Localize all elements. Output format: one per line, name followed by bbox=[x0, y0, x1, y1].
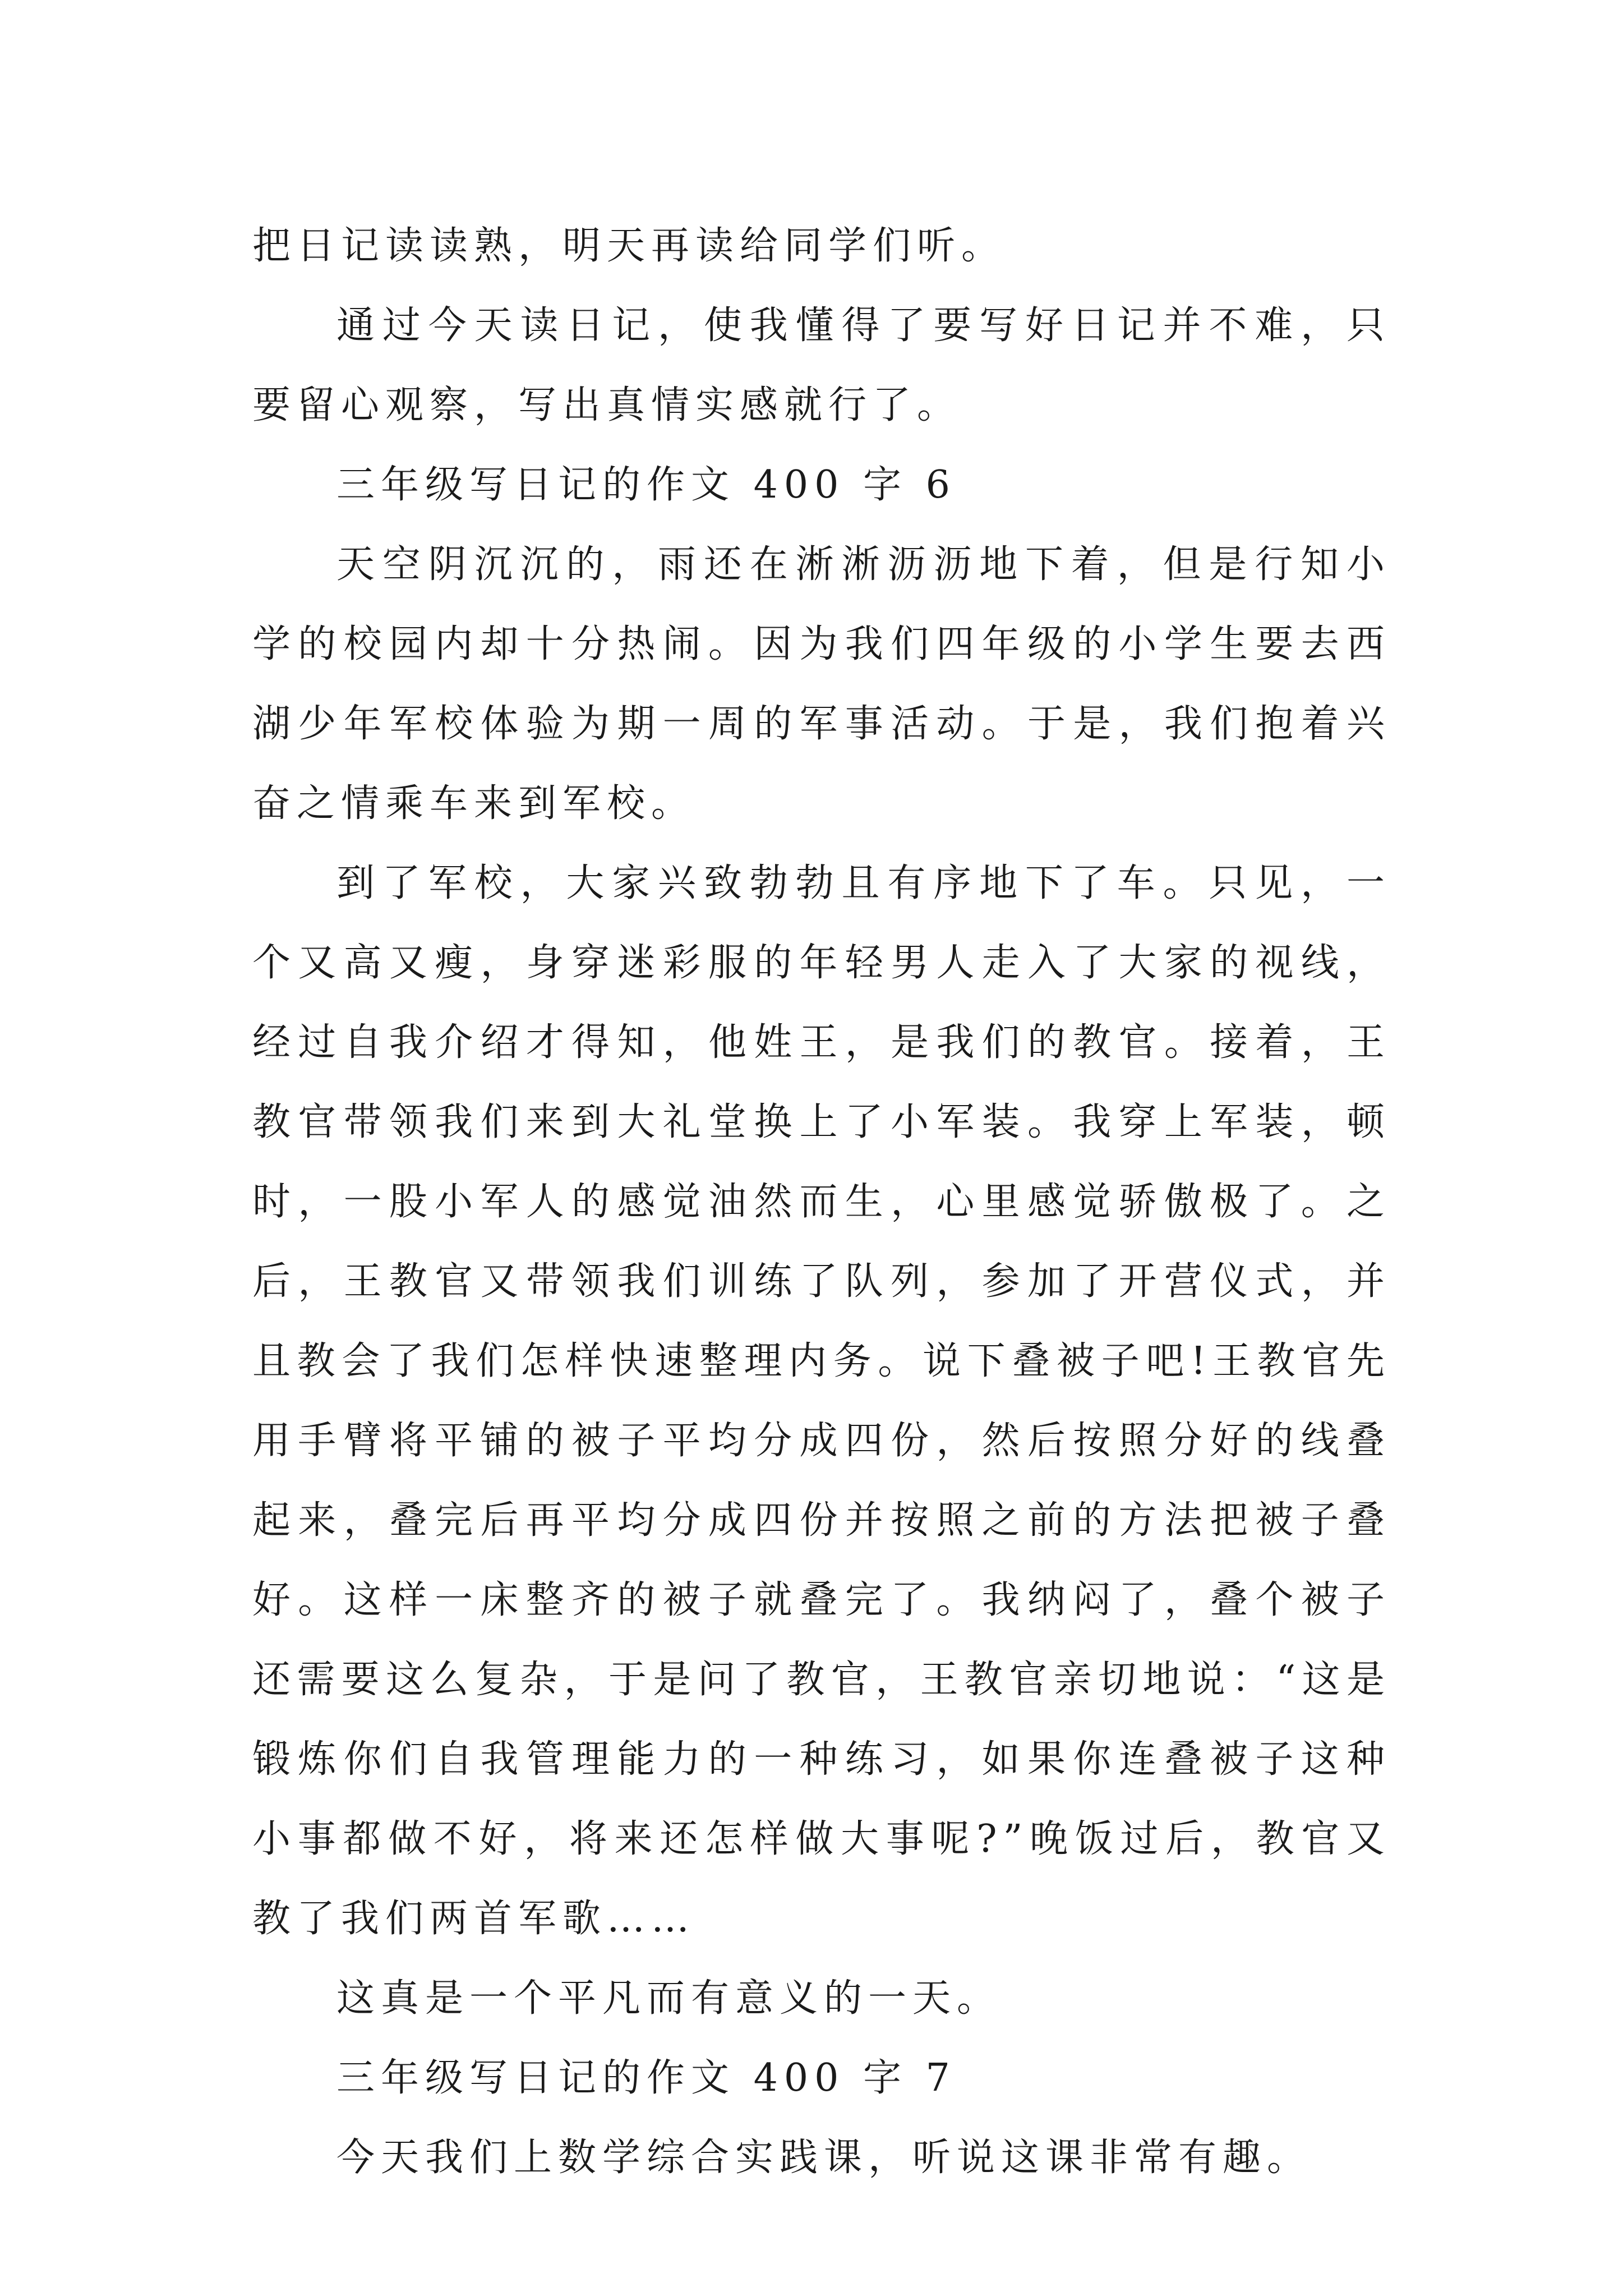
paragraph: 今天我们上数学综合实践课，听说这课非常有趣。 bbox=[336, 2136, 1312, 2180]
paragraph: 到了军校，大家兴致勃勃且有序地下了车。只见，一个又高又瘦，身穿迷彩服的年轻男人走入了大家的视线，经过自我介绍才得知，他姓王，是我们的教官。接着，王教官带领我们来到大礼堂换上了小军装。我穿上军装，顿时，一股小军人的感觉油然而生，心里感觉骄傲极了。之后，王教官又带领我们训练了队列，参加了开营仪式，并且教会了我们怎样快速整理内务。说下叠被子吧!王教官先用手臂将平铺的被子平均分成四份，然后按照分好的线叠起来，叠完后再平均分成四份并按照之前的方法把被子叠好。这样一床整齐的被子就叠完了。我纳闷了，叠个被子还需要这么复杂，于是问了教官，王教官亲切地说：“这是锻炼你们自我管理能力的一种练习，如果你连叠被子这种小事都做不好，将来还怎样做大事呢?”晚饭过后，教官又教了我们两首军歌…… bbox=[252, 861, 1391, 1941]
section-heading: 三年级写日记的作文 400 字 6 bbox=[336, 463, 956, 507]
paragraph: 这真是一个平凡而有意义的一天。 bbox=[336, 1976, 1002, 2021]
document-body bbox=[252, 206, 1391, 2198]
paragraph: 通过今天读日记，使我懂得了要写好日记并不难，只要留心观察，写出真情实感就行了。 bbox=[252, 303, 1391, 427]
paragraph-continuation: 把日记读读熟，明天再读给同学们听。 bbox=[252, 224, 1006, 268]
paragraph: 天空阴沉沉的，雨还在淅淅沥沥地下着，但是行知小学的校园内却十分热闹。因为我们四年级的小学生要去西湖少年军校体验为期一周的军事活动。于是，我们抱着兴奋之情乘车来到军校。 bbox=[252, 542, 1391, 826]
section-heading: 三年级写日记的作文 400 字 7 bbox=[336, 2056, 956, 2100]
